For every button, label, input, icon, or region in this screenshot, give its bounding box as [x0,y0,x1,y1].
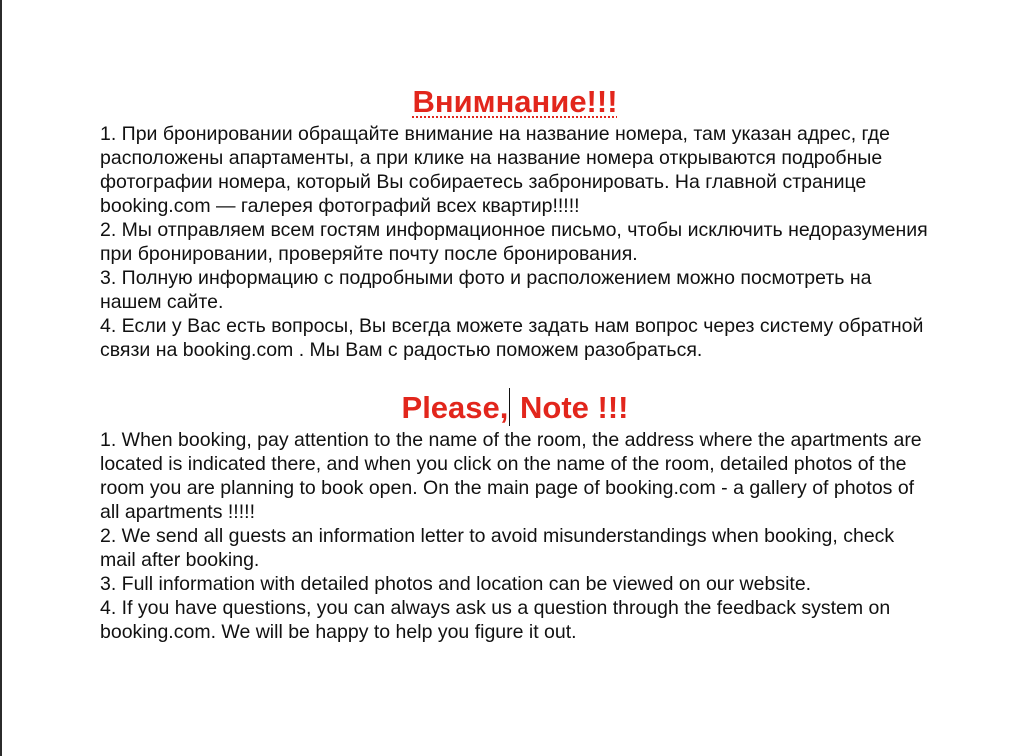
english-notice-section [100,388,930,644]
russian-notice-item-3: 3. Полную информацию с подробными фото и расположением можно посмотреть на нашем сайте. [100,267,872,313]
english-notice-item-4: 4. If you have questions, you can always ask us a question through the feedback system on booking.com. We will be happy to help you figure it out. [100,597,891,643]
russian-notice-item-4: 4. Если у Вас есть вопросы, Вы всегда можете задать нам вопрос через систему обратной связи на booking.com . Мы Вам с радостью поможем разобраться. [100,315,924,361]
russian-notice-item-2: 2. Мы отправляем всем гостям информационное письмо, чтобы исключить недоразумения при бронировании, проверяйте почту после бронирования. [100,219,928,265]
english-notice-heading-part2: Note !!! [511,390,629,425]
english-notice-item-1: 1. When booking, pay attention to the name of the room, the address where the apartments are located is indicated there, and when you click on the name of the room, detailed photos of the room you are planning to book open. On the main page of booking.com - a gallery of photos of all apartments !!!!! [100,429,922,523]
document-page[interactable] [100,80,930,644]
russian-notice-section [100,82,930,362]
english-notice-list [100,428,930,644]
russian-notice-heading-text: Внимнание!!! [412,84,618,119]
russian-notice-heading [100,82,930,122]
english-notice-item-3: 3. Full information with detailed photos and location can be viewed on our website. [100,573,812,595]
russian-notice-list [100,122,930,362]
russian-notice-item-1: 1. При бронировании обращайте внимание на название номера, там указан адрес, где расположены апартаменты, а при клике на название номера открываются подробные фотографии номера, который Вы собираетесь забронировать. На главной странице booking.com — галерея фотографий всех квартир!!!!! [100,123,890,217]
english-notice-heading [100,388,930,428]
english-notice-heading-part1: Please, [401,390,509,425]
page-left-edge [0,0,2,756]
english-notice-item-2: 2. We send all guests an information letter to avoid misunderstandings when booking, check mail after booking. [100,525,895,571]
